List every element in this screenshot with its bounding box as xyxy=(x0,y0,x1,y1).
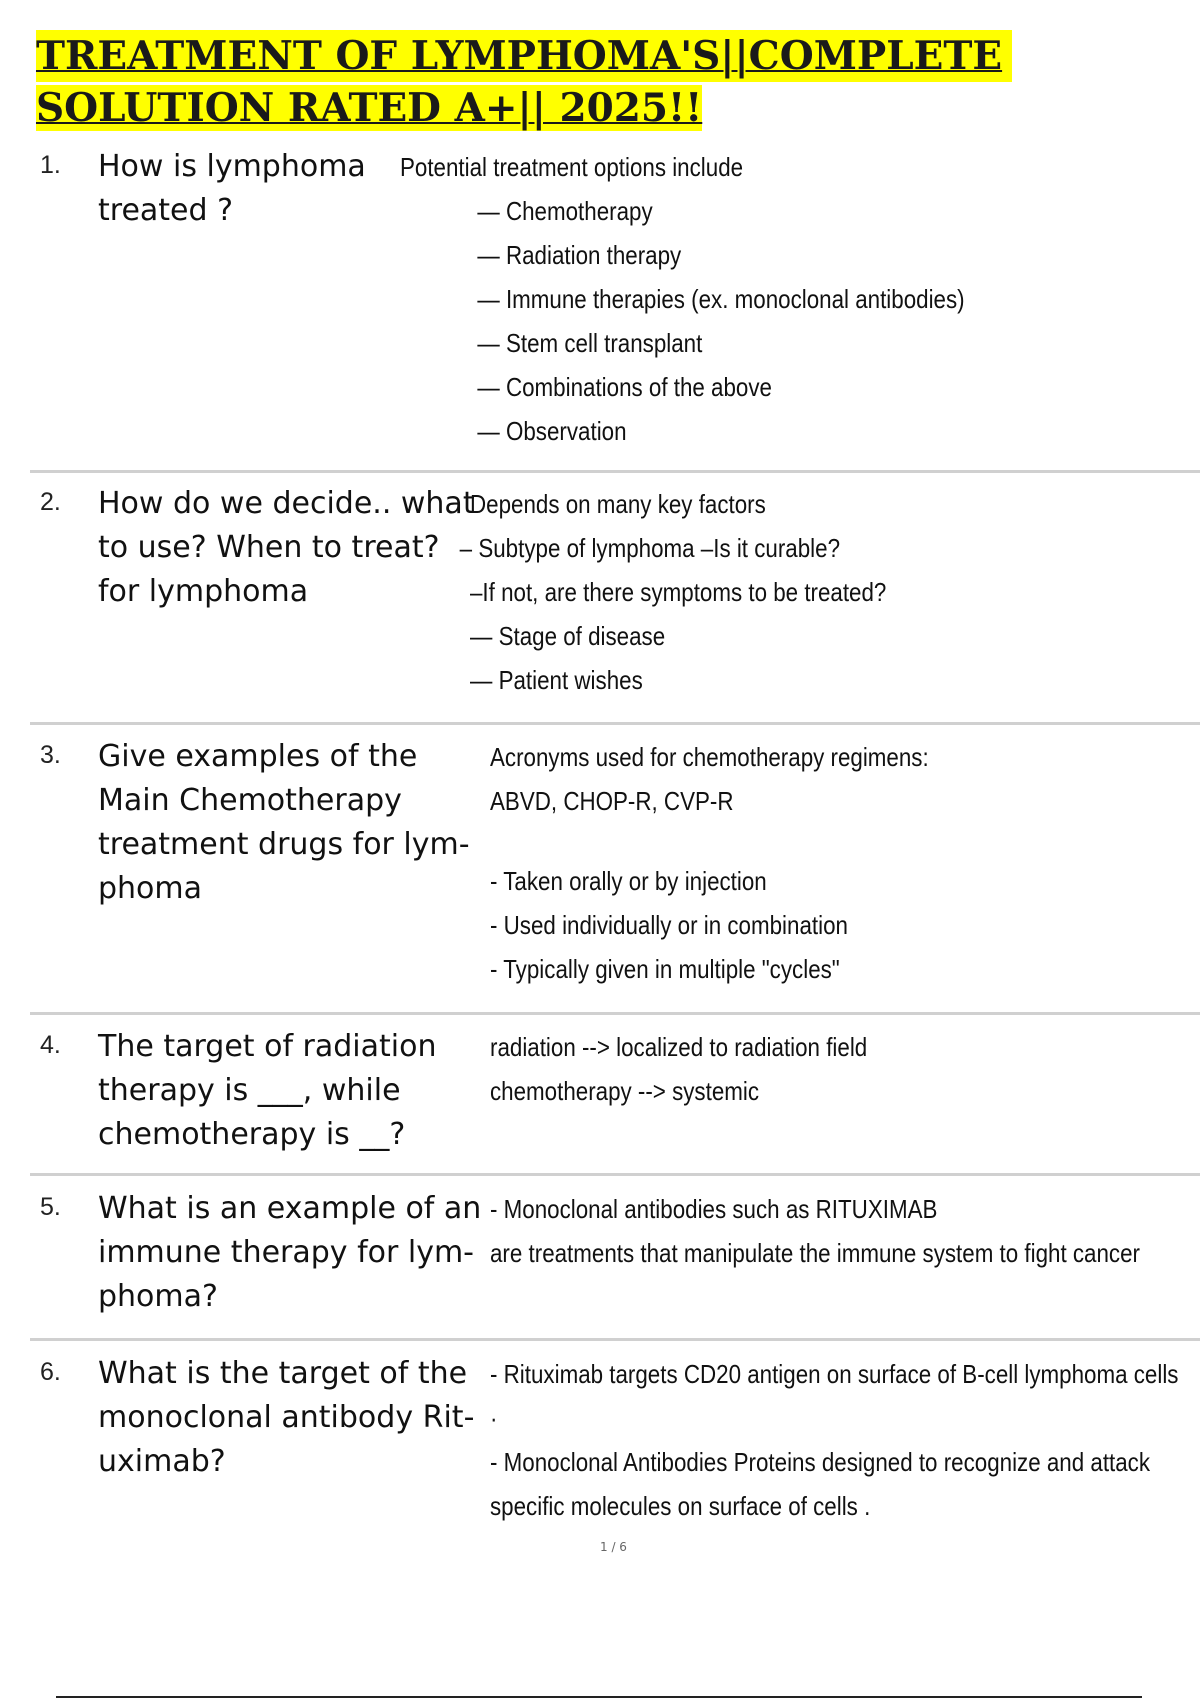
item-question: The target of radiation therapy is ___, while chemotherapy is __? xyxy=(98,1029,437,1152)
item-question: What is an example of an immune therapy for lym- phoma? xyxy=(98,1191,482,1314)
item-number: 5. xyxy=(40,1193,61,1221)
divider xyxy=(30,1012,1200,1015)
answer-line: — Observation xyxy=(477,416,627,446)
item-question: Give examples of the Main Chemotherapy treatment drugs for lym- phoma xyxy=(98,739,470,906)
item-question: How do we decide.. what to use? When to treat? for lymphoma xyxy=(98,486,475,609)
answer-line: chemotherapy --> systemic xyxy=(490,1076,760,1106)
item-number: 2. xyxy=(40,488,61,516)
page-bottom-rule xyxy=(56,1696,1142,1698)
answer-line: – Subtype of lymphoma –Is it curable? xyxy=(459,533,841,563)
divider xyxy=(30,722,1200,725)
answer-line: Potential treatment options include xyxy=(400,152,744,182)
answer-spacer xyxy=(490,823,1109,859)
answer-line: - Monoclonal Antibodies Proteins designed to recognize and attack xyxy=(490,1447,1151,1477)
page-number: 1 / 6 xyxy=(600,1540,627,1554)
title-line-1: TREATMENT OF LYMPHOMA'S||COMPLETE xyxy=(36,30,1012,82)
answer-line: · xyxy=(490,1403,498,1433)
answer-line: Depends on many key factors xyxy=(470,489,766,519)
answer-line: — Radiation therapy xyxy=(477,240,682,270)
item-number: 3. xyxy=(40,741,61,769)
divider xyxy=(30,470,1200,473)
answer-line: Acronyms used for chemotherapy regimens: xyxy=(490,742,929,772)
answer-line: — Combinations of the above xyxy=(477,372,772,402)
item-number: 6. xyxy=(40,1358,61,1386)
item-question: What is the target of the monoclonal antibody Rit- uximab? xyxy=(98,1356,475,1479)
answer-line: — Stage of disease xyxy=(470,621,666,651)
item-answer xyxy=(490,1025,1109,1113)
title-line-2: SOLUTION RATED A+|| 2025!! xyxy=(36,85,703,131)
answer-line: - Typically given in multiple "cycles" xyxy=(490,954,840,984)
item-question: How is lymphoma treated ? xyxy=(98,149,366,228)
answer-line: –If not, are there symptoms to be treated? xyxy=(470,577,887,607)
answer-line: are treatments that manipulate the immune system to fight cancer xyxy=(490,1238,1140,1268)
item-number: 4. xyxy=(40,1031,61,1059)
item-answer xyxy=(400,145,1019,453)
answer-line: specific molecules on surface of cells . xyxy=(490,1491,871,1521)
answer-line: radiation --> localized to radiation field xyxy=(490,1032,868,1062)
answer-line: - Taken orally or by injection xyxy=(490,866,767,896)
item-answer xyxy=(490,1352,1179,1528)
item-answer xyxy=(459,482,1089,702)
answer-line: - Rituximab targets CD20 antigen on surface of B-cell lymphoma cells xyxy=(490,1359,1179,1389)
answer-line: ABVD, CHOP-R, CVP-R xyxy=(490,786,734,816)
item-answer xyxy=(490,735,1109,991)
divider xyxy=(30,1338,1200,1341)
answer-line: — Chemotherapy xyxy=(477,196,653,226)
divider xyxy=(30,1173,1200,1176)
answer-line: — Patient wishes xyxy=(470,665,643,695)
document-title xyxy=(36,30,1036,134)
answer-line: - Used individually or in combination xyxy=(490,910,848,940)
item-answer xyxy=(490,1187,1140,1275)
answer-line: - Monoclonal antibodies such as RITUXIMAB xyxy=(490,1194,938,1224)
answer-line: — Immune therapies (ex. monoclonal antibodies) xyxy=(477,284,965,314)
item-number: 1. xyxy=(40,151,61,179)
answer-line: — Stem cell transplant xyxy=(477,328,703,358)
